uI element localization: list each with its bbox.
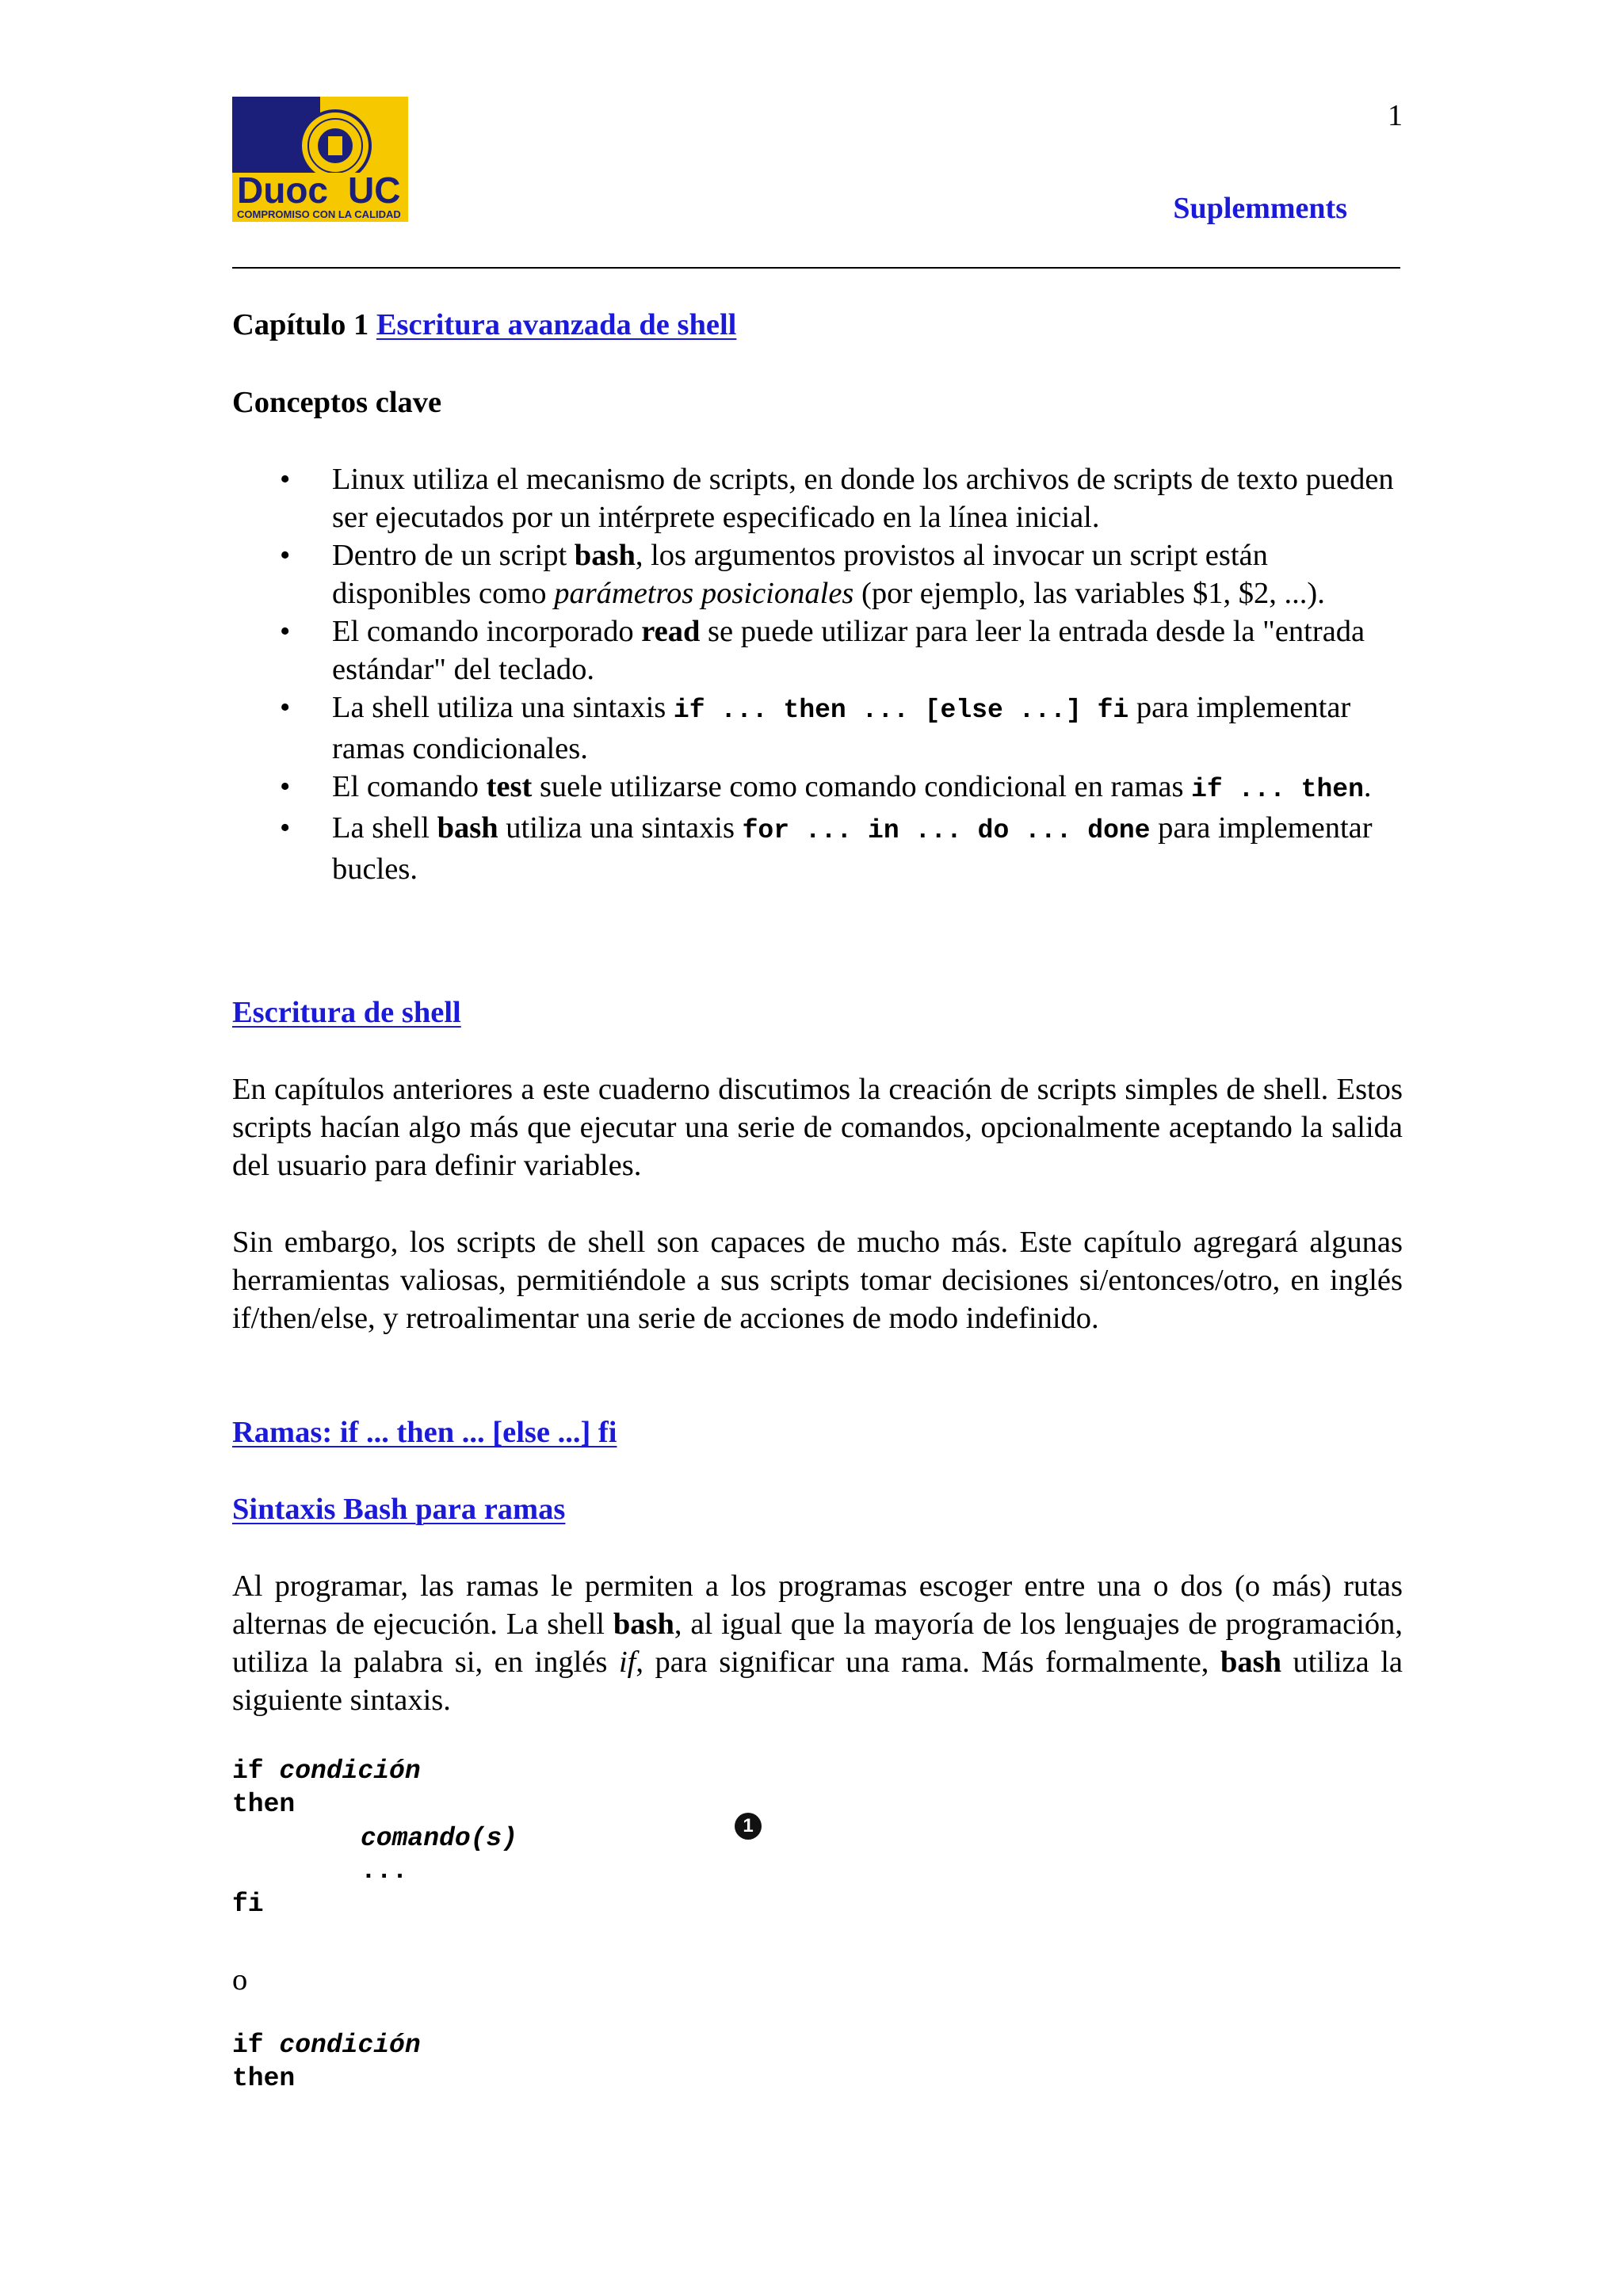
svg-text:COMPROMISO CON LA CALIDAD: COMPROMISO CON LA CALIDAD xyxy=(237,208,401,220)
code-line: then xyxy=(232,2064,296,2093)
page-number: 1 xyxy=(1388,99,1403,132)
svg-text:Duoc: Duoc xyxy=(237,170,328,211)
section-branches-heading xyxy=(232,1413,1403,1451)
chapter-title-link[interactable]: Escritura avanzada de shell xyxy=(376,308,737,341)
alternative-separator: o xyxy=(232,1963,248,1997)
list-item: • El comando test suele utilizarse como comando condicional en ramas if ... then. xyxy=(232,768,1403,809)
code-line: if condición xyxy=(232,2031,421,2060)
key-concepts-heading: Conceptos clave xyxy=(232,386,442,419)
header-divider xyxy=(232,267,1400,269)
code-line: ... xyxy=(361,1856,408,1886)
callout-number-1-icon: 1 xyxy=(735,1813,762,1840)
bullet-icon: • xyxy=(280,539,291,572)
svg-text:UC: UC xyxy=(348,170,401,211)
code-line: if condición xyxy=(232,1756,421,1786)
code-line: comando(s) xyxy=(361,1824,518,1853)
bash-syntax-subheading xyxy=(232,1490,1403,1528)
key-concepts-list xyxy=(232,460,1403,888)
bullet-icon: • xyxy=(280,463,291,496)
section-shell-link[interactable]: Escritura de shell xyxy=(232,996,461,1029)
code-line: then xyxy=(232,1790,296,1819)
section-branches-link[interactable]: Ramas: if ... then ... [else ...] fi xyxy=(232,1416,617,1449)
bash-syntax-link[interactable]: Sintaxis Bash para ramas xyxy=(232,1493,566,1526)
list-item: • Linux utiliza el mecanismo de scripts, en donde los archivos de scripts de texto pueden ser ejecutados por un intérprete especificado en la línea inicial. xyxy=(232,460,1403,536)
list-item: • La shell utiliza una sintaxis if ... then ... [else ...] fi para implementar ramas condicionales. xyxy=(232,688,1403,768)
bullet-icon: • xyxy=(280,615,291,648)
section-branches-paragraph: Al programar, las ramas le permiten a los programas escoger entre una o dos (o más) rutas alternas de ejecución. La shell bash, al igual que la mayoría de los lenguajes de programación, utiliza la palabra si, en inglés if, para significar una rama. Más formalmente, bash utiliza la siguiente sintaxis. xyxy=(232,1569,1403,1717)
list-item: • Dentro de un script bash, los argumentos provistos al invocar un script están disponibles como parámetros posicionales (por ejemplo, las variables $1, $2, ...). xyxy=(232,536,1403,612)
bullet-icon: • xyxy=(280,770,291,803)
code-line: fi xyxy=(232,1890,264,1919)
header-title: Suplemments xyxy=(1173,192,1347,225)
chapter-prefix: Capítulo 1 xyxy=(232,308,369,341)
chapter-heading xyxy=(232,306,1403,344)
bullet-icon: • xyxy=(280,691,291,724)
section-shell-paragraph-1: En capítulos anteriores a este cuaderno discutimos la creación de scripts simples de shell. Estos scripts hacían algo más que ejecutar una serie de comandos, opcionalmente aceptando la salida del usuario para definir variables. xyxy=(232,1073,1403,1182)
bullet-icon: • xyxy=(280,811,291,845)
section-shell-paragraph-2: Sin embargo, los scripts de shell son capaces de mucho más. Este capítulo agregará algunas herramientas valiosas, permitiéndole a sus scripts tomar decisiones si/entonces/otro, en inglés if/then/else, y retroalimentar una serie de acciones de modo indefinido. xyxy=(232,1226,1403,1335)
section-shell-heading xyxy=(232,994,1403,1032)
list-item: • La shell bash utiliza una sintaxis for ... in ... do ... done para implementar bucles. xyxy=(232,809,1403,888)
duocuc-logo xyxy=(232,97,408,222)
list-item: • El comando incorporado read se puede utilizar para leer la entrada desde la "entrada estándar" del teclado. xyxy=(232,612,1403,688)
